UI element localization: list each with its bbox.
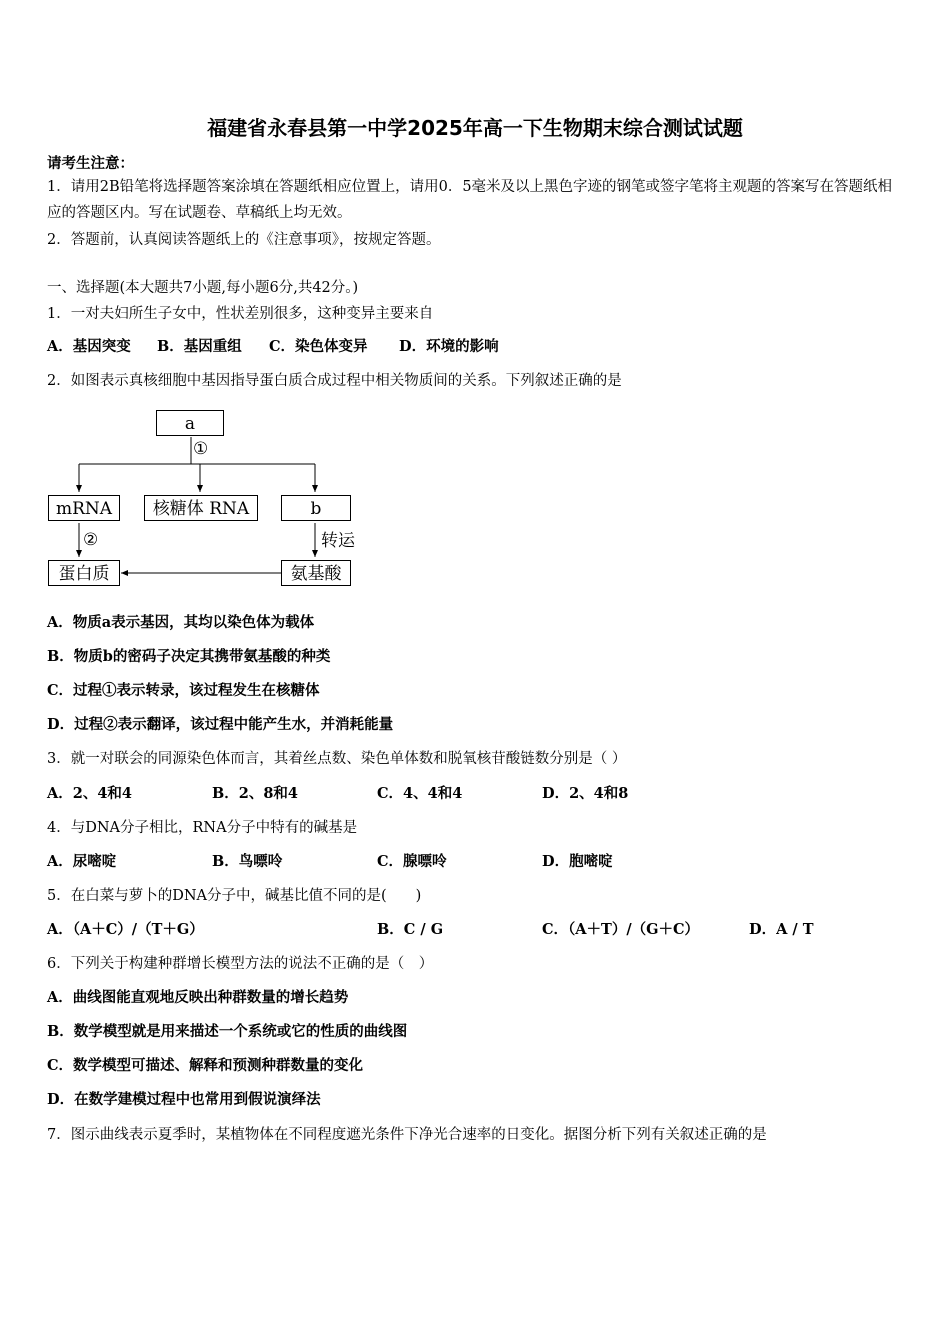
gene-expression-diagram <box>45 402 375 594</box>
q1-option-b: B．基因重组 <box>157 338 242 355</box>
q4-option-d: D．胞嘧啶 <box>542 853 613 870</box>
q5-option-a: A．（A＋C）/（T＋G） <box>47 921 204 938</box>
page-title: 福建省永春县第一中学2025年高一下生物期末综合测试试题 <box>207 116 743 140</box>
box-b: b <box>281 495 351 521</box>
q2-option-a: A．物质a表示基因，其均以染色体为载体 <box>47 614 315 631</box>
q6-option-c: C．数学模型可描述、解释和预测种群数量的变化 <box>47 1057 364 1074</box>
question-4-stem: 4．与DNA分子相比，RNA分子中特有的碱基是 <box>47 820 358 836</box>
question-3-stem: 3．就一对联会的同源染色体而言，其着丝点数、染色单体数和脱氧核苷酸链数分别是（ ） <box>47 751 627 767</box>
q2-option-c: C．过程①表示转录，该过程发生在核糖体 <box>47 682 320 699</box>
process-2-label: ② <box>83 530 99 550</box>
q3-option-b: B．2、8和4 <box>212 785 299 802</box>
section-heading: 一、选择题(本大题共7小题,每小题6分,共42分。) <box>47 280 359 296</box>
q5-option-d: D．A / T <box>749 921 814 938</box>
question-6-stem: 6．下列关于构建种群增长模型方法的说法不正确的是（ ） <box>47 956 434 972</box>
q1-option-d: D．环境的影响 <box>399 338 499 355</box>
q1-option-c: C．染色体变异 <box>269 338 368 355</box>
q5-option-b: B．C / G <box>377 921 444 938</box>
box-mrna: mRNA <box>48 495 120 521</box>
box-amino-acid: 氨基酸 <box>281 560 351 586</box>
q2-option-b: B．物质b的密码子决定其携带氨基酸的种类 <box>47 648 331 665</box>
question-7-stem: 7．图示曲线表示夏季时，某植物体在不同程度遮光条件下净光合速率的日变化。据图分析下列有关叙述正确的是 <box>47 1127 767 1143</box>
q4-option-a: A．尿嘧啶 <box>47 853 117 870</box>
q6-option-a: A．曲线图能直观地反映出种群数量的增长趋势 <box>47 989 349 1006</box>
box-a: a <box>156 410 224 436</box>
question-1-stem: 1．一对夫妇所生子女中，性状差别很多，这种变异主要来自 <box>47 306 434 322</box>
notice-item-1: 1．请用2B铅笔将选择题答案涂填在答题纸相应位置上，请用0．5毫米及以上黑色字迹的钢笔或签字笔将主观题的答案写在答题纸相应的答题区内。写在试题卷、草稿纸上均无效。 <box>47 179 893 221</box>
q6-option-d: D．在数学建模过程中也常用到假说演绎法 <box>47 1091 321 1108</box>
box-ribosomal-rna: 核糖体 RNA <box>144 495 258 521</box>
notice-item-2: 2．答题前，认真阅读答题纸上的《注意事项》，按规定答题。 <box>47 232 441 248</box>
question-5-stem: 5．在白菜与萝卜的DNA分子中，碱基比值不同的是( ) <box>47 888 422 904</box>
q2-option-d: D．过程②表示翻译，该过程中能产生水，并消耗能量 <box>47 716 394 733</box>
q1-option-a: A．基因突变 <box>47 338 131 355</box>
question-2-stem: 2．如图表示真核细胞中基因指导蛋白质合成过程中相关物质间的关系。下列叙述正确的是 <box>47 373 622 389</box>
q3-option-a: A．2、4和4 <box>47 785 133 802</box>
q3-option-c: C．4、4和4 <box>377 785 463 802</box>
process-1-label: ① <box>193 439 209 459</box>
notice-heading: 请考生注意： <box>47 155 134 172</box>
q4-option-c: C．腺嘌呤 <box>377 853 447 870</box>
q4-option-b: B．鸟嘌呤 <box>212 853 283 870</box>
q3-option-d: D．2、4和8 <box>542 785 629 802</box>
box-protein: 蛋白质 <box>48 560 120 586</box>
transport-label: 转运 <box>321 531 355 551</box>
q6-option-b: B．数学模型就是用来描述一个系统或它的性质的曲线图 <box>47 1023 408 1040</box>
q5-option-c: C．（A＋T）/（G＋C） <box>542 921 700 938</box>
